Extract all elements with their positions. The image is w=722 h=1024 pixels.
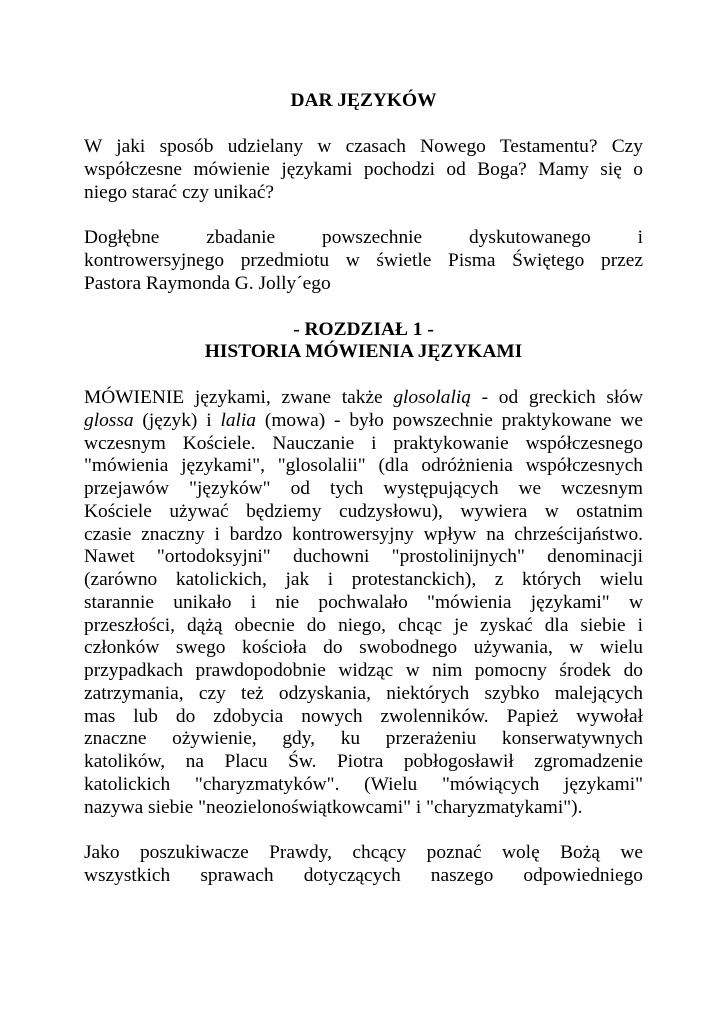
paragraph-line: wczesnym Kościele. Nauczanie i praktykowanie współczesnego <box>84 432 643 454</box>
text-run: MÓWIENIE językami, zwane także <box>84 387 394 408</box>
paragraph-line: przejawów "języków" od tych występujących we wczesnym <box>84 478 643 499</box>
italic-term: lalia <box>220 409 257 431</box>
paragraph-line: Jako poszukiwacze Prawdy, chcący poznać wolę Bożą we <box>84 842 643 864</box>
paragraph-line: katolickich "charyzmatyków". (Wielu "mówiących językami" <box>84 773 643 795</box>
paragraph-line: starannie unikało i nie pochwalało "mówienia językami" w <box>84 591 643 613</box>
paragraph-line: nazywa siebie "neozielonoświątkowcami" i "charyzmatykami"). <box>84 796 583 818</box>
paragraph-line: Nawet "ortodoksyjni" duchowni "prostolinijnych" denominacji <box>84 546 643 568</box>
italic-term: glosolalią <box>393 387 471 408</box>
closing-paragraph <box>84 842 643 888</box>
paragraph-line <box>84 387 643 410</box>
paragraph-line: kontrowersyjnego przedmiotu w świetle Pisma Świętego przez <box>84 250 643 271</box>
chapter-number: - ROZDZIAŁ 1 - <box>293 318 434 340</box>
paragraph-line: przeszłości, dążą obecnie do niego, chcąc je zyskać dla siebie i <box>84 614 643 636</box>
paragraph-line: W jaki sposób udzielany w czasach Nowego Testamentu? Czy <box>84 136 643 157</box>
body-paragraph <box>84 387 643 819</box>
paragraph-line: niego starać czy unikać? <box>84 181 275 203</box>
chapter-title: HISTORIA MÓWIENIA JĘZYKAMI <box>204 341 523 363</box>
text-run: - od greckich słów <box>470 387 643 408</box>
paragraph-line: katolików, na Placu Św. Piotra pobłogosławił zgromadzenie <box>84 751 643 772</box>
paragraph-line: wszystkich sprawach dotyczących naszego odpowiedniego <box>84 865 643 886</box>
paragraph-line: mas lub do zdobycia nowych zwolenników. Papież wywołał <box>84 705 643 727</box>
intro-question-paragraph <box>84 136 643 204</box>
paragraph-line: przypadkach prawdopodobnie widząc w nim pomocny środek do <box>84 660 643 681</box>
italic-term: glossa <box>84 409 134 431</box>
text-run: (mowa) - było powszechnie praktykowane we <box>256 409 643 431</box>
paragraph-line: Dogłębne zbadanie powszechnie dyskutowanego i <box>84 227 643 249</box>
paragraph-line <box>84 410 643 433</box>
paragraph-line: "mówienia językami", "glosolalii" (dla odróżnienia współczesnych <box>84 455 643 477</box>
paragraph-line: członków swego kościoła do swobodnego używania, w wielu <box>84 637 643 659</box>
page-content <box>84 90 643 888</box>
study-description-paragraph <box>84 227 643 295</box>
chapter-heading <box>84 319 643 365</box>
paragraph-line: czasie znaczny i bardzo kontrowersyjny wpływ na chrześcijaństwo. <box>84 523 643 545</box>
paragraph-line: Pastora Raymonda G. Jolly´ego <box>84 272 331 294</box>
text-run: (język) i <box>133 409 221 431</box>
paragraph-line: współczesne mówienie językami pochodzi od Boga? Mamy się o <box>84 158 643 180</box>
paragraph-line: znaczne ożywienie, gdy, ku przerażeniu konserwatywnych <box>84 728 643 750</box>
paragraph-line: Kościele używać będziemy cudzysłowu), wywiera w ostatnim <box>84 500 643 522</box>
document-title: DAR JĘZYKÓW <box>290 90 437 111</box>
paragraph-line: zatrzymania, czy też odzyskania, niektórych szybko malejących <box>84 682 643 704</box>
paragraph-line: (zarówno katolickich, jak i protestanckich), z których wielu <box>84 569 643 590</box>
